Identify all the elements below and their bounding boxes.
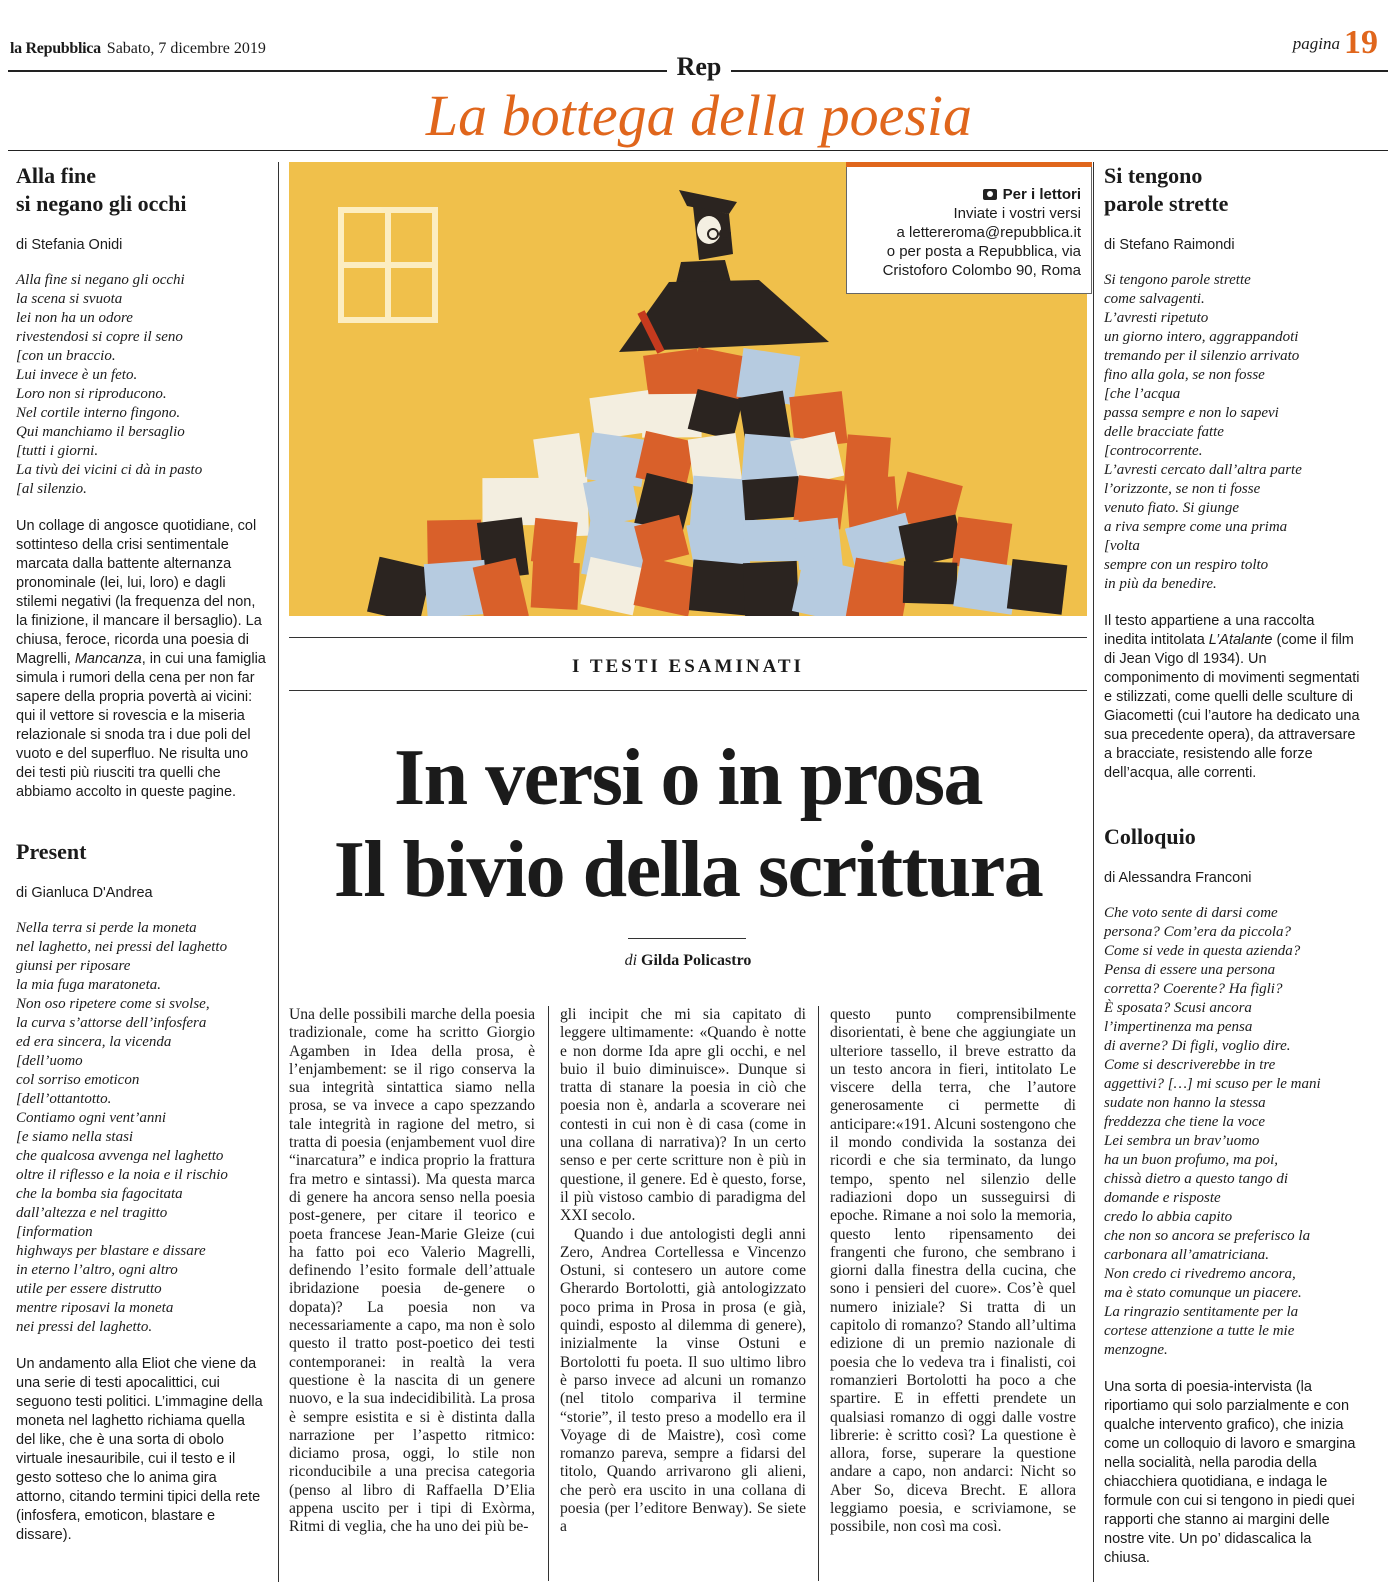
poem-title: Alla fine si negano gli occhi — [16, 163, 187, 216]
poem-title: Si tengono parole strette — [1104, 163, 1229, 216]
section-rule — [8, 150, 1388, 151]
kicker-rule — [289, 637, 1087, 638]
poem-author: di Alessandra Franconi — [1104, 870, 1252, 886]
poem-text: Nella terra si perde la moneta nel laghetto, nei pressi del laghetto giunsi per riposare la mia fuga maratoneta. Non oso ripetere come si svolse, la curva s’attorse dell’infosfera ed era sincera, la vicenda [dell’uomo col sorriso emoticon [dell’ottantotto. Contiamo ogni vent’anni [e siamo nella stasi che qualcosa avvenga nel laghetto oltre il riflesso e la noia e il rischio che la bomba sia fagocitata dall’altezza e nel tragitto [information highways per blastare e dissare in eterno l’altro, ogni altro utile per essere distrutto mentre riposavi la moneta nei pressi del laghetto. — [16, 920, 228, 1335]
poem-author: di Stefano Raimondi — [1104, 237, 1235, 253]
author-name: Gilda Policastro — [641, 952, 752, 969]
poem-comment: Il testo appartiene a una raccolta inedita intitolata L’Atalante (come il film di Jean Vigo dl 1934). Un componimento di movimenti segmentati e stilizzati, come quelli delle sculture di Giacometti (cui l’autore ha dedicato una sua precedente opera), da attraversare a bracciate, resistendo alle forze dell’acqua, alle correnti. — [1104, 613, 1360, 781]
issue-date: Sabato, 7 dicembre 2019 — [106, 40, 266, 57]
byline-rule — [628, 938, 746, 939]
right-column — [1104, 162, 1360, 1568]
column-divider — [818, 1006, 819, 1581]
column-divider — [278, 162, 279, 1582]
poem-comment: Un collage di angosce quotidiane, col sottinteso della crisi sentimentale marcata dalla battente alternanza pronominale (lei, lui, loro) e dagli stilemi negativi (la frequenza del non, la finizione, il mancare il bersaglio). La chiusa, feroce, ricorda una poesia di Magrelli, Mancanza, in cui una famiglia simula i rumori della cena per non far sapere della propria povertà ai vicini: qui il vettore si rovescia e la miseria relazionale si snoda tra i due poli del vuoto e del superfluo. Ne risulta uno dei testi più riusciti tra quelli che abbiamo accolto in queste pagine. — [16, 518, 266, 800]
column-divider — [1093, 162, 1094, 1582]
readers-box-line: Cristoforo Colombo 90, Roma — [882, 262, 1081, 279]
poem-comment: Un andamento alla Eliot che viene da una serie di testi apocalittici, cui seguono testi politici. L’immagine della moneta nel laghetto richiama quella del like, che è una sorta di obolo virtuale inesauribile, cui il testo e il gesto sotteso che lo anima gira attorno, citando termini tipici della rete (infosfera, emoticon, blastare e dissare). — [16, 1356, 263, 1543]
poem-author: di Stefania Onidi — [16, 237, 123, 253]
readers-box — [846, 167, 1092, 294]
readers-email-link[interactable]: a lettereroma@repubblica.it — [896, 224, 1081, 241]
poem-text: Che voto sente di darsi come persona? Com’era da piccola? Come si vede in questa azienda? Pensa di essere una persona corretta? Coerente? Ha figli? È sposata? Scusi ancora l’impertinenza ma pensa di averne? Di figli, voglio dire. Come si descriverebbe in tre aggettivi? […] mi scuso per le mani sudate non hanno la stessa freddezza che tiene la voce Lei sembra un brav’uomo ha un buon profumo, ma poi, chissà dietro a questo tango di domande e risposte credo lo abbia capito che non so ancora se preferisco la carbonara all’amatriciana. Non credo ci rivedremo ancora, ma è stato comunque un piacere. La ringrazio sentitamente per la cortese attenzione a tutte le mie menzogne. — [1104, 905, 1321, 1358]
page-label: pagina — [1292, 34, 1340, 53]
headline-line: Il bivio della scrittura — [333, 826, 1043, 914]
poem-title: Colloquio — [1104, 824, 1196, 849]
readers-box-title: Per i lettori — [847, 185, 1081, 204]
poem-text: Si tengono parole strette come salvagenti. L’avresti ripetuto un giorno intero, aggrappandoti tremando per il silenzio arrivato fino alla gola, se non fosse [che l’acqua passa sempre e non lo sapevi delle bracciate fatte [controcorrente. L’avresti cercato dall’altra parte l’orizzonte, se non ti fosse venuto fiato. Si giunge a riva sempre come una prima [volta sempre con un respiro tolto in più da benedire. — [1104, 272, 1302, 592]
left-column — [16, 162, 268, 1545]
poem-comment: Una sorta di poesia-intervista (la riportiamo qui solo parzialmente e con qualche intervento grafico), che inizia come un colloquio di lavoro e smargina nella socialità, nella parodia della chiacchiera quotidiana, e indaga le formule con cui si tengono in piedi quei rapporti che stanno ai margini delle nostre vite. Un po’ didascalica la chiusa. — [1104, 1379, 1356, 1566]
article-column: questo punto comprensibilmente disorientati, è bene che aggiungiate un ulteriore tassello, il breve estratto da un testo ancora in fieri, intitolato Le viscere della terra, che l’autore generosamente ci permette di anticipare:«191. Alcuni sostengono che il mondo condivida la sostanza dei ricordi e che sia terminato, da lungo tempo, spento nel silenzio delle radiazioni dopo un susseguirsi di epoche. Rimane a noi solo la memoria, questo lento ripensamento dei frangenti che furono, che sembrano i giorni dalla finestra della cucina, che sono i pensieri del cuore». Cos’è quel numero iniziale? Si tratta di un capitolo di romanzo? Stando all’ultima edizione di un premio nazionale di poesia che lo vedeva tra i finalisti, coi romanzieri Bortolotti ha poco a che spartire. E in effetti prendete un qualsiasi romanzo di oggi dalle vostre librerie: è scritto così? La questione è allora, forse, superare la questione andare a capo, non andarci: Nicht so Aber So, diceva Brecht. E allora leggiamo poesia, e scriviamone, se possibile, non così ma così. — [830, 1006, 1076, 1536]
section-title: La bottega della poesia — [425, 83, 973, 148]
readers-box-line: Inviate i vostri versi — [953, 205, 1081, 222]
readers-box-line: o per posta a Repubblica, via — [886, 243, 1081, 260]
headline-line: In versi o in prosa — [394, 734, 982, 822]
poem-text: Alla fine si negano gli occhi la scena si svuota lei non ha un odore rivestendosi si copre il seno [con un braccio. Lui invece è un feto. Loro non si riproducono. Nel cortile interno fingono. Qui manchiamo il bersaglio [tutti i giorni. La tivù dei vicini ci dà in pasto [al silenzio. — [16, 272, 203, 497]
article-column: Una delle possibili marche della poesia tradizionale, come ha scritto Giorgio Agamben in Idea della prosa, è l’enjambement: se il rigo conserva la sua integrità sintattica siamo nella prosa, se va invece a capo spezzando tale integrità in ragione del metro, si tratta di poesia (enjambement vuol dire “inarcatura” e indica proprio la frattura fra metro e sintassi). Ma questa marca di genere ha ancora senso nella poesia post-genere, per citare il teorico e poeta francese Jean-Marie Gleize (cui ha fatto poi eco Valerio Magrelli, definendo l’esito formale dell’attuale ibridazione poesia de-genere o dopata)? La poesia non va necessariamente a capo, ma non è solo questo il tratto post-poetico dei testi contemporanei: in realtà la vera questione è la nascita di un genere nuovo, e la sua indecidibilità. La prosa è sempre esistita e si è distinta dalla narrazione per l’aspetto ritmico: diciamo prosa, oggi, lo stile non riconducibile a una precisa categoria (penso al libro di Raffaella D’Elia appena uscito per i tipi di Exòrma, Ritmi di veglia, che ha uno dei più be- — [289, 1006, 535, 1536]
kicker: I TESTI ESAMINATI — [572, 656, 804, 677]
kicker-rule — [289, 690, 1087, 691]
byline: di Gilda Policastro — [624, 952, 752, 969]
camera-icon — [983, 189, 997, 200]
page-number: 19 — [1344, 24, 1378, 61]
headline — [289, 732, 1087, 916]
newspaper-name: la Repubblica — [10, 40, 101, 57]
poem-author: di Gianluca D'Andrea — [16, 885, 153, 901]
poem-title: Present — [16, 839, 87, 864]
brand-label: Rep — [0, 52, 1398, 82]
column-divider — [548, 1006, 549, 1581]
article-column: gli incipit che mi sia capitato di leggere ultimamente: «Quando è notte e non dorme Ida apre gli occhi, e nel buio il buio diminuisce». Dunque si tratta di stanare la poesia in ciò che poesia non è, andarla a scoverare nei contesti in cui non è di casa (come in una collana di narrativa)? In un certo senso e per certe scritture non è più in questione, il genere. Ed è questo, forse, il più vistoso cambio di paradigma del XXI secolo. Quando i due antologisti degli anni Zero, Andrea Cortellessa e Vincenzo Ostuni, si contesero un autore come Gherardo Bortolotti, già antologizzato poco prima in Prosa in prosa (e già, quindi, esposto al dilemma di genere), inizialmente la vinse Ostuni e Bortolotti fu poeta. Il suo ultimo libro è parso invece ad alcuni un romanzo (nel titolo compariva il termine “storie”, il testo preso a modello era il Voyage di de Maistre), così come romanzo pareva, sempre a fidarsi del titolo, Quando arrivarono gli alieni, che però era uscito in una collana di poesia (per l’editore Benway). Se siete a — [560, 1006, 806, 1536]
